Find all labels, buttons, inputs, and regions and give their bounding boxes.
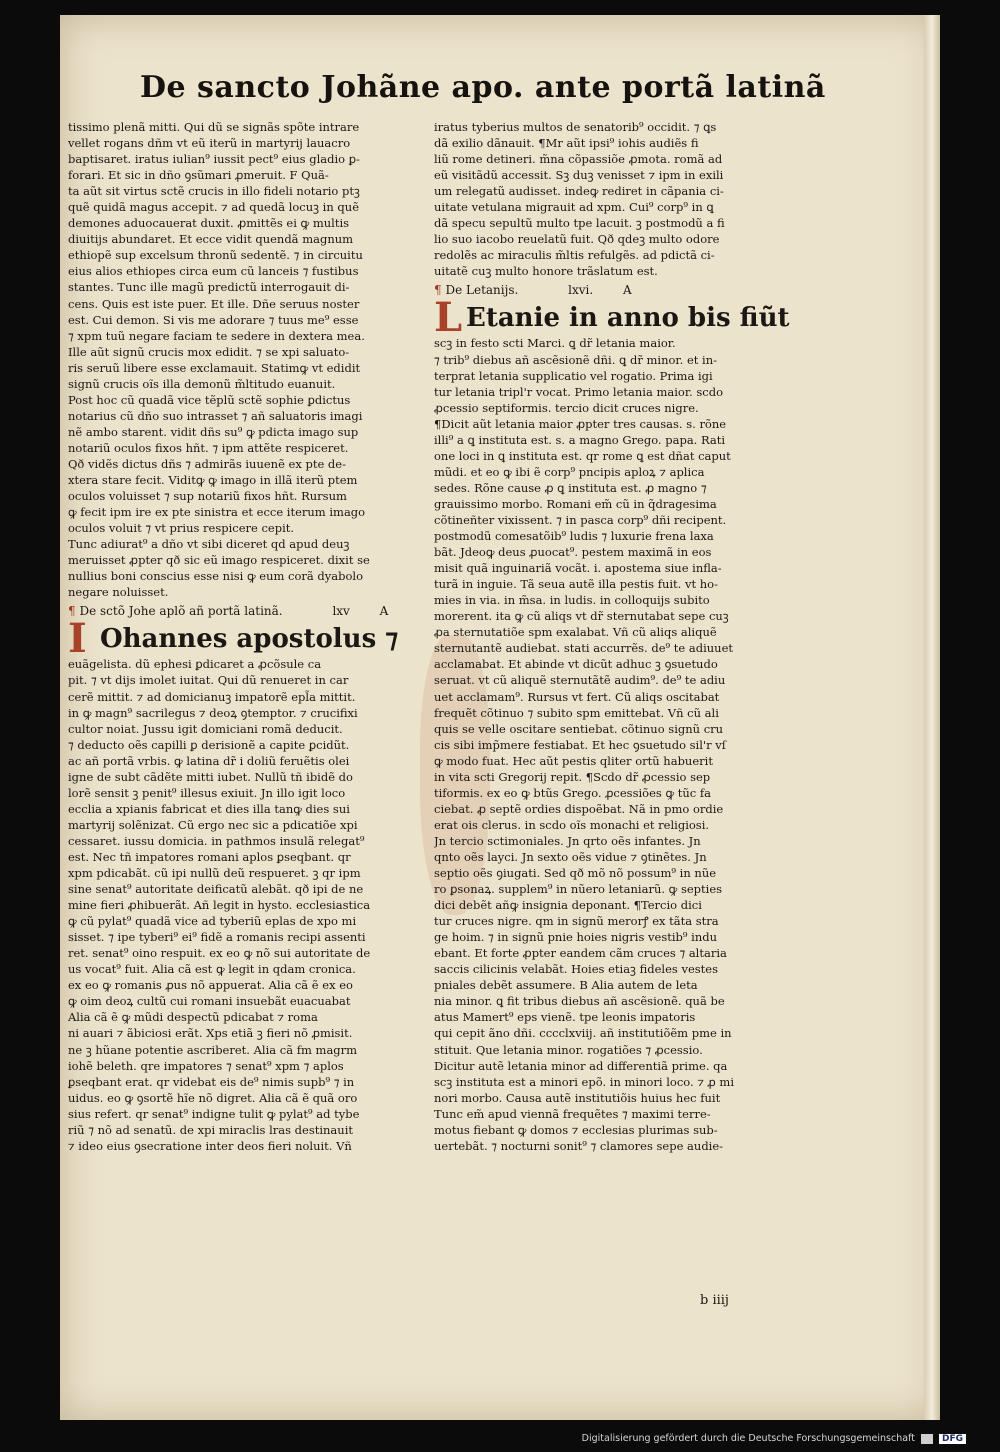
text-line: ꝓcessio septiformis. tercio dicit cruces nigre. [434, 400, 699, 415]
text-line: baptisaret. iratus iulian⁹ iussit pect⁹ eius gladio ꝑ- [68, 152, 360, 167]
text-line: stituit. Que letania minor. rogatiões ⁊ ꝓcessio. [434, 1042, 703, 1057]
text-line: ꝓa sternutatiõe spm exalabat. Vñ cũ aliqs aliquẽ [434, 625, 717, 640]
right-text-block [434, 119, 800, 279]
text-line: Post hoc cũ quadã vice tẽplũ sctẽ sophie ꝑdictus [68, 392, 351, 407]
text-line: bãt. Jdeoꝙ deus ꝓuocat⁹. pestem maximã in eos [434, 545, 712, 560]
rubric-text: De Letanijs. [445, 283, 519, 298]
chapter-rubric-lxv [68, 601, 410, 621]
text-line: erat ois clerus. in scdo oĩs monachi et religiosi. [434, 817, 710, 832]
text-line: cultor noiat. Jussu igit domiciani romã deducit. [68, 721, 343, 736]
right-column [434, 119, 800, 1154]
text-line: in vita scti Gregorij repit. ¶Scdo dr̃ ꝓcessio sep [434, 769, 711, 784]
text-line: turã in inguie. Tã seua autẽ illa pestis fuit. vt ho- [434, 577, 718, 592]
text-line: pit. ⁊ vt dijs imolet iuitat. Qui dũ renueret in car [68, 673, 349, 688]
text-line: sine senat⁹ autoritate deificatũ alebãt. qð ipi de ne [68, 882, 364, 897]
text-line: cerẽ mittit. ⁊ ad domicianuꝫ impatorẽ epl̃a mittit. [68, 689, 356, 704]
text-line: um relegatũ audisset. indeꝙ rediret in cãpania ci- [434, 184, 724, 199]
text-line: meruisset ꝓpter qð sic eũ imago respiceret. dixit se [68, 553, 370, 568]
text-line: Tunc em̃ apud viennã frequẽtes ⁊ maximi terre- [434, 1106, 711, 1121]
text-line: negare noluisset. [68, 585, 169, 600]
text-line: ⁊ trib⁹ diebus añ ascẽsionẽ dñi. ꝗ dr̃ minor. et in- [434, 352, 717, 367]
text-line: nia minor. ꝗ fit tribus diebus añ ascẽsionẽ. quã be [434, 994, 725, 1009]
text-line: ciebat. ꝓ septẽ ordies dispoẽbat. Nã in pmo ordie [434, 801, 724, 816]
text-line: Dicitur autẽ letania minor ad differentiã prime. qa [434, 1058, 728, 1073]
text-line: dã exilio dãnauit. ¶Mr aũt ipsi⁹ iohis audiẽs fi [434, 136, 699, 151]
text-line: ꝙ cũ pylat⁹ quadã vice ad tyberiũ eplas de xpo mi [68, 914, 357, 929]
text-line: dici debẽt añꝙ insignia deponant. ¶Tercio dici [434, 898, 702, 913]
text-line: dã specu sepultũ multo tpe lacuit. ꝫ postmodũ a fi [434, 216, 725, 231]
text-line: igne de subt cãdẽte mitti iubet. Nullũ tñ ibidẽ do [68, 769, 353, 784]
text-line: us vocat⁹ fuit. Alia cã est ꝙ legit in qdam cronica. [68, 962, 356, 977]
chapter-number: lxvi. [568, 283, 594, 298]
text-line: mine fieri ꝓhibuerãt. Añ legit in hysto. ecclesiastica [68, 898, 371, 913]
signature-mark: b iiij [700, 1293, 729, 1308]
text-line: ebant. Et forte ꝓpter eandem cãm cruces ⁊ altaria [434, 946, 727, 961]
text-line: terprat letania supplicatio vel rogatio. Prima igi [434, 368, 713, 383]
text-line: ꝑseqbant erat. qr videbat eis de⁹ nimis supb⁹ ⁊ in [68, 1074, 355, 1089]
text-line: ex eo ꝙ romanis ꝓus nõ appuerat. Alia cã ẽ ex eo [68, 978, 353, 993]
text-line: Tunc adiurat⁹ a dño vt sibi diceret qd apud deuꝫ [68, 537, 350, 552]
text-line: sternutantẽ audiebat. stati accurrẽs. de⁹ te adiuuet [434, 641, 734, 656]
chapter-number: lxv [332, 604, 350, 619]
text-line: est. Nec tñ impatores romani aplos ꝑseqbant. qr [68, 849, 351, 864]
paragraph-mark: ¶ [434, 283, 442, 298]
text-line: ꝙ oim deoꝝ cultũ cui romani insuebãt euacuabat [68, 994, 351, 1009]
text-line: demones aduocauerat duxit. ꝓmittẽs ei ꝙ multis [68, 216, 350, 231]
paragraph-mark: ¶ [68, 604, 76, 619]
chapter-rubric-lxvi [434, 280, 800, 300]
text-line: stantes. Tunc ille magũ predictũ interrogauit di- [68, 280, 350, 295]
text-line: iratus tyberius multos de senatorib⁹ occidit. ⁊ ꝗs [434, 120, 717, 134]
chapter-opening-line [68, 615, 410, 663]
funding-icon [921, 1434, 933, 1444]
text-line: ꝙ modo fuat. Hec aũt pestis qliter ortũ habuerit [434, 753, 713, 768]
text-line: ⁊ deducto oẽs capilli ꝑ derisionẽ a capite ꝑcidũt. [68, 737, 350, 752]
text-line: nori morbo. Causa autẽ institutiõis huius hec fuit [434, 1090, 721, 1105]
text-line: oculos voluisset ⁊ sup notariũ fixos hñt. Rursum [68, 489, 347, 504]
text-line: quẽ quidã magus accepit. ⁊ ad quedã locuꝫ in quẽ [68, 200, 359, 215]
text-line: saccis cilicinis velabãt. Hoies etiaꝫ fideles vestes [434, 962, 718, 977]
text-line: misit quã inguinariã vocãt. i. apostema siue infla- [434, 561, 722, 576]
book-page [60, 15, 940, 1420]
text-line: ecclia a xpianis fabricat et dies illa tanꝙ dies sui [68, 801, 350, 816]
text-line: ⁊ ideo eius ꝯsecratione inter deos fieri noluit. Vñ [68, 1138, 352, 1153]
text-line: pniales debẽt assumere. B Alia autem de leta [434, 978, 698, 993]
text-line: in ꝙ magn⁹ sacrilegus ⁊ deoꝝ ꝯtemptor. ⁊ crucifixi [68, 705, 358, 720]
footer-credit [582, 1433, 966, 1444]
text-line: Jn tercio sctimoniales. Jn qrto oẽs infantes. Jn [434, 833, 701, 848]
text-line: cessaret. iussu domicia. in pathmos insulã relegat⁹ [68, 833, 365, 848]
text-line: riũ ⁊ nõ ad senatũ. de xpi miraclis lras destinauit [68, 1122, 353, 1137]
text-line: mũdi. et eo ꝙ ibi ẽ corp⁹ pncipis aploꝝ ⁊ aplica [434, 464, 705, 479]
text-line: martyrij solẽnizat. Cũ ergo nec sic a pdicatiõe xpi [68, 817, 358, 832]
text-line: tur cruces nigre. qm in signũ merorꝭ ex tãta stra [434, 914, 719, 929]
opening-words: Ohannes apostolus ⁊ [100, 624, 399, 655]
rubric-text: De sctõ Johe aplõ añ portã latinã. [79, 604, 283, 619]
text-line: tur letania tripl'r vocat. Primo letania maior. scdo [434, 384, 724, 399]
text-line: cis sibi imp̃mere festiabat. Et hec ꝯsuetudo sil'r vſ [434, 737, 726, 752]
text-line: ret. senat⁹ oino respuit. ex eo ꝙ nõ sui autoritate de [68, 946, 371, 961]
text-line: ꝙ fecit ipm ire ex pte sinistra et ecce iterum imago [68, 505, 366, 520]
decorated-initial: I [68, 615, 87, 663]
text-line: ta aũt sit virtus sctẽ crucis in illo fideli notario ptꝫ [68, 184, 360, 199]
text-line: iohẽ beleth. qre impatores ⁊ senat⁹ xpm ⁊ aplos [68, 1058, 344, 1073]
right-text-block-2 [434, 335, 800, 1153]
text-line: diuitijs abundaret. Et ecce vidit quendã magnum [68, 232, 354, 247]
text-line: notarius cũ dño suo intrasset ⁊ añ saluatoris imagi [68, 408, 363, 423]
text-line: ethiopẽ sup excelsum thronũ sedentẽ. ⁊ in circuitu [68, 248, 363, 263]
text-line: oculos voluit ⁊ vt prius respicere cepit. [68, 521, 295, 536]
text-line: est. Cui demon. Si vis me adorare ⁊ tuus me⁹ esse [68, 312, 359, 327]
chapter-opening-line [434, 294, 800, 342]
text-line: acclamabat. Et abinde vt dicũt adhuc ꝫ ꝯsuetudo [434, 657, 718, 672]
text-line: Ille aũt signũ crucis mox edidit. ⁊ se xpi saluato- [68, 344, 350, 359]
left-text-block-2 [68, 656, 410, 1153]
decorated-initial: L [434, 294, 463, 342]
text-line: septio oẽs ꝯiugati. Sed qð mõ nõ possum⁹ in nũe [434, 866, 717, 881]
text-line: eius alios ethiopes circa eum cũ lanceis ⁊ fustibus [68, 264, 359, 279]
text-line: ¶Dicit aũt letania maior ꝓpter tres causas. s. rõne [434, 416, 727, 431]
left-text-block [68, 119, 410, 600]
text-line: eũ visitãdũ accessit. Sꝫ duꝫ venisset ⁊ ipm in exili [434, 168, 724, 183]
text-line: cens. Quis est iste puer. Et ille. Dñe seruus noster [68, 296, 360, 311]
text-line: qui cepit ãno dñi. cccclxviij. añ institutiõẽm pme in [434, 1026, 732, 1041]
text-line: one loci in ꝗ instituta est. qr rome ꝗ est dñat caput [434, 448, 731, 463]
text-line: sedes. Rõne cause ꝓ ꝗ instituta est. ꝓ magno ⁊ [434, 480, 707, 495]
text-line: lio suo iacobo reuelatũ fuit. Qð qdeꝫ multo odore [434, 232, 720, 247]
text-line: ris seruũ libere esse exclamauit. Statimꝙ vt edidit [68, 360, 361, 375]
text-line: ni auari ⁊ ãbiciosi erãt. Xps etiã ꝫ fieri nõ ꝓmisit. [68, 1026, 353, 1041]
text-line: nullius boni conscius esse nisi ꝙ eum corã dyabolo [68, 569, 364, 584]
text-line: uertebãt. ⁊ nocturni sonit⁹ ⁊ clamores sepe audie- [434, 1138, 724, 1153]
text-line: uet acclamam⁹. Rursus vt fert. Cũ aliqs oscitabat [434, 689, 720, 704]
text-line: nẽ ambo starent. vidit dñs su⁹ ꝙ pdicta imago sup [68, 424, 359, 439]
running-heading: De sancto Johãne apo. ante portã latinã [140, 70, 826, 105]
text-line: seruat. vt cũ aliquẽ sternutãtẽ audim⁹. de⁹ te adiu [434, 673, 726, 688]
text-line: scꝫ in festo scti Marci. ꝗ dr̃ letania maior. [434, 336, 676, 351]
text-line: sius refert. qr senat⁹ indigne tulit ꝙ pylat⁹ ad tybe [68, 1106, 360, 1121]
text-line: grauissimo morbo. Romani em̃ cũ in q̃dragesima [434, 496, 717, 511]
text-line: Qð vidẽs dictus dñs ⁊ admirãs iuuenẽ ex pte de- [68, 456, 346, 471]
text-line: scꝫ instituta est a minori epõ. in minori loco. ⁊ ꝓ mi [434, 1074, 735, 1089]
text-line: uitatẽ cuꝫ multo honore trãslatum est. [434, 264, 658, 279]
text-line: frequẽt cõtinuo ⁊ subito spm emittebat. Vñ cũ ali [434, 705, 719, 720]
text-line: ne ꝫ hũane potentie ascriberet. Alia cã fm magrm [68, 1042, 358, 1057]
text-line: atus Mamert⁹ eps vienẽ. tpe leonis impatoris [434, 1010, 696, 1025]
text-line: vellet rogans dñm vt eũ iterũ in martyrij lauacro [68, 136, 351, 151]
text-line: uidus. eo ꝙ ꝯsortẽ hĩe nõ digret. Alia cã ẽ quã oro [68, 1090, 358, 1105]
text-line: sisset. ⁊ ipe tyberi⁹ ei⁹ fidẽ a romanis recipi assenti [68, 930, 366, 945]
text-line: forari. Et sic in dño ꝯsũmari ꝓmeruit. F Quã- [68, 168, 329, 183]
text-line: illi⁹ a ꝗ instituta est. s. a magno Grego. papa. Rati [434, 432, 726, 447]
page-edge [924, 15, 940, 1420]
dfg-logo: DFG [939, 1434, 966, 1444]
text-line: signũ crucis oĩs illa demonũ m̃ltitudo euanuit. [68, 376, 336, 391]
text-line: redolẽs ac miraculis m̃ltis refulgẽs. ad pdictã ci- [434, 248, 715, 263]
footer-text: Digitalisierung gefördert durch die Deutsche Forschungsgemeinschaft [581, 1433, 915, 1444]
text-line: quis se velle oscitare sentiebat. cõtinuo signũ cru [434, 721, 724, 736]
text-line: motus fiebant ꝙ domos ⁊ ecclesias plurimas sub- [434, 1122, 718, 1137]
section-letter: A [623, 283, 632, 298]
text-line: notariũ oculos fixos hñt. ⁊ ipm attẽte respiceret. [68, 440, 349, 455]
text-line: qnto oẽs layci. Jn sexto oẽs vidue ⁊ ꝯtinẽtes. Jn [434, 849, 707, 864]
text-line: ge hoim. ⁊ in signũ pnie hoies nigris vestib⁹ indu [434, 930, 718, 945]
text-line: uitate vetulana migrauit ad xpm. Cui⁹ corp⁹ in ꝗ [434, 200, 714, 215]
text-line: Alia cã ẽ ꝙ mũdi despectũ pdicabat ⁊ roma [68, 1010, 318, 1025]
text-line: xpm pdicabãt. cũ ipi nullũ deũ respueret. ꝫ qr ipm [68, 866, 361, 881]
text-line: morerent. ita ꝙ cũ aliqs vt dr̃ sternutabat sepe cuꝫ [434, 609, 729, 624]
opening-words: Etanie in anno bis fiũt [466, 303, 790, 334]
text-line: xtera stare fecit. Viditꝙ ꝙ imago in illã iterũ ptem [68, 473, 358, 488]
text-line: euãgelista. dũ ephesi ꝑdicaret a ꝓcõsule ca [68, 657, 322, 672]
text-line: cõtineñter vixissent. ⁊ in pasca corp⁹ dñi recipent. [434, 512, 727, 527]
text-line: mies in via. in m̃sa. in ludis. in colloquijs subito [434, 593, 710, 608]
left-column [68, 119, 410, 1154]
text-line: ro ꝑsonaꝝ. supplem⁹ in nũero letaniarũ. ꝙ septies [434, 882, 723, 897]
text-line: tiformis. ex eo ꝙ btũs Grego. ꝓcessiões ꝙ tũc fa [434, 785, 711, 800]
section-letter: A [379, 604, 389, 619]
text-line: liũ rome detineri. m̃na cõpassiõe ꝓmota. romã ad [434, 152, 723, 167]
text-line: tissimo plenã mitti. Qui dũ se signãs spõte intrare [68, 120, 360, 134]
text-line: lorẽ sensit ꝫ penit⁹ illesus exiuit. Jn illo igit loco [68, 785, 346, 800]
text-line: ac añ portã vrbis. ꝙ latina dr̃ i doliũ feruẽtis olei [68, 753, 350, 768]
text-line: postmodũ comesatõib⁹ ludis ⁊ luxurie frena laxa [434, 529, 714, 544]
text-line: ⁊ xpm tuũ negare faciam te sedere in dextera mea. [68, 328, 365, 343]
